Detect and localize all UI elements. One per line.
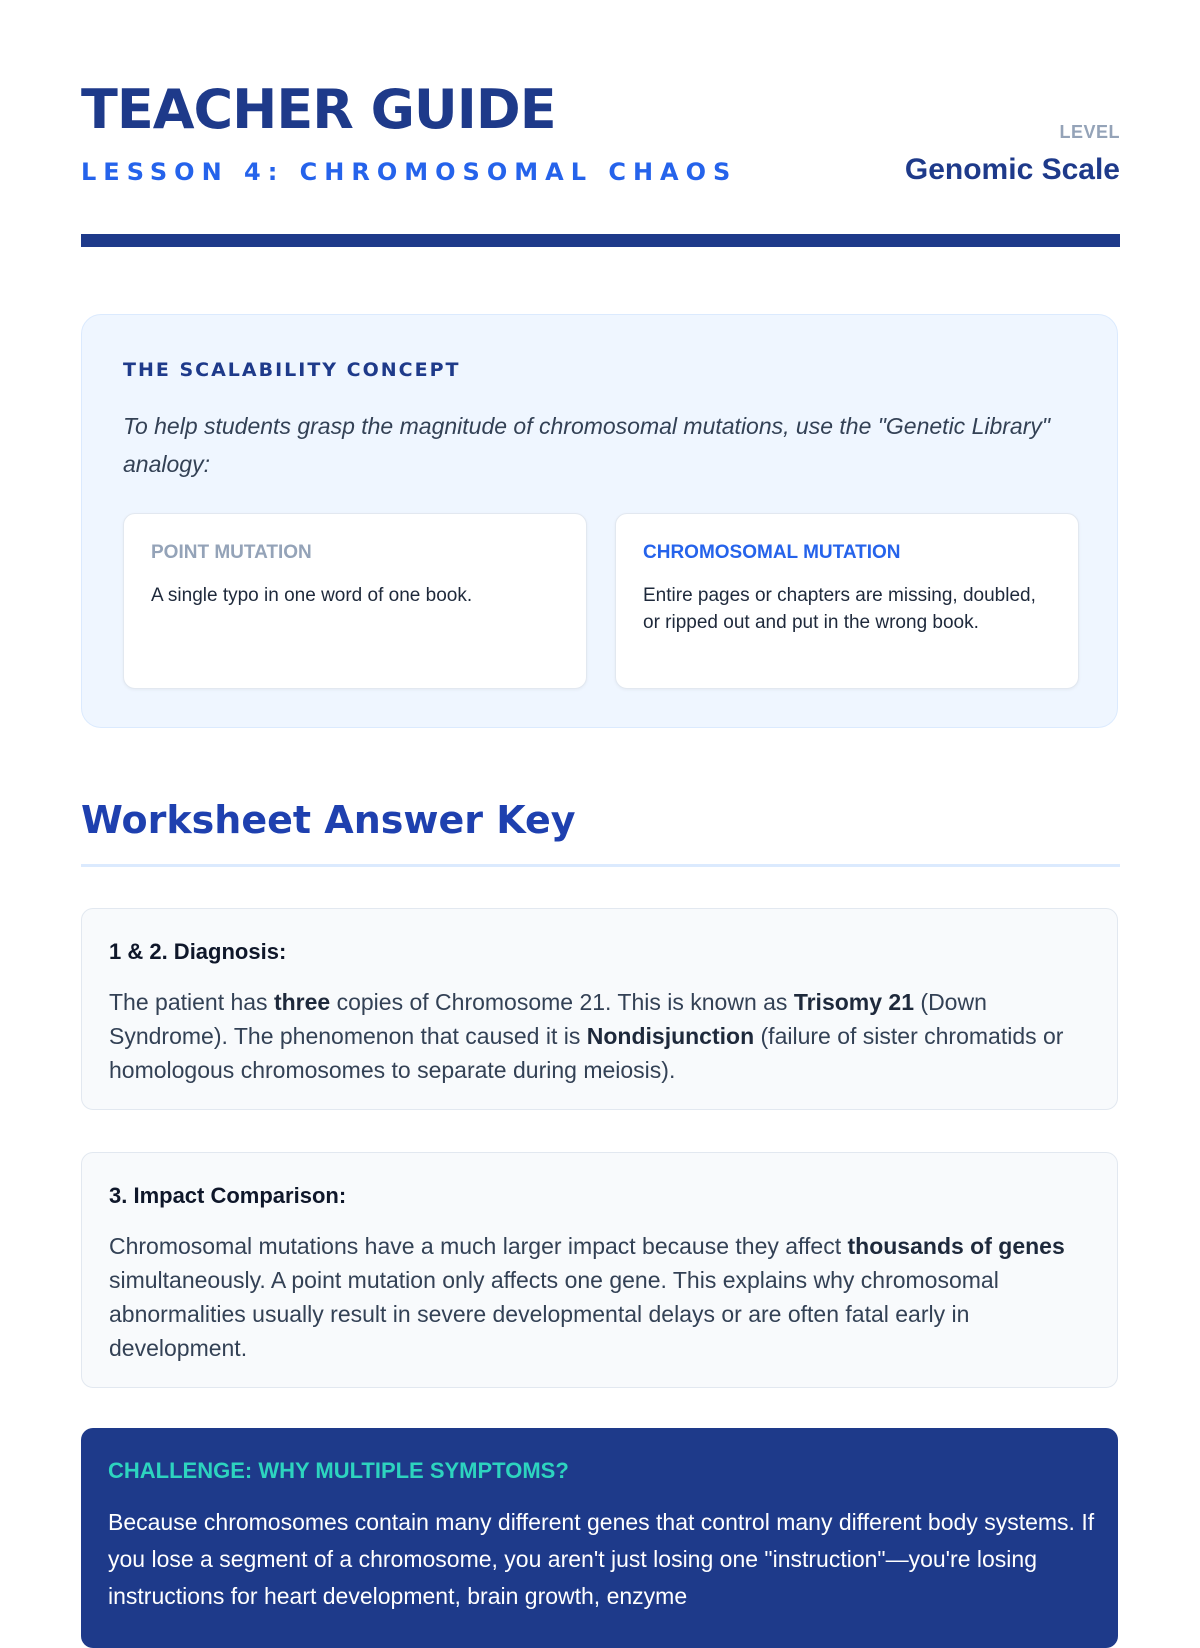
header-divider [81, 234, 1120, 247]
answer-segment: (failure of sister chromatids or homologous chromosomes to separate during meiosis). [109, 1023, 1064, 1083]
answer-card-diagnosis [81, 908, 1118, 1110]
header [81, 0, 1120, 248]
answer-segment: copies of Chromosome 21. This is known as [330, 989, 794, 1015]
answer-title: 3. Impact Comparison: [109, 1183, 347, 1208]
challenge-box [81, 1428, 1118, 1648]
challenge-text: Because chromosomes contain many different genes that control many different body systems. If you lose a segment of a chromosome, you aren't just losing one "instruction"—you're losing instructions for heart development, brain growth, enzyme [108, 1509, 1095, 1609]
challenge-title: CHALLENGE: WHY MULTIPLE SYMPTOMS? [108, 1458, 569, 1483]
answer-key-divider [81, 864, 1120, 867]
point-mutation-title: POINT MUTATION [151, 542, 312, 563]
answer-text [109, 985, 1099, 1087]
answer-title: 1 & 2. Diagnosis: [109, 939, 287, 964]
answer-card-impact [81, 1152, 1118, 1388]
answer-segment: The patient has [109, 989, 274, 1015]
chromosomal-mutation-text: Entire pages or chapters are missing, doubled, or ripped out and put in the wrong book. [643, 585, 1036, 633]
answer-key-title: Worksheet Answer Key [81, 798, 576, 842]
answer-segment: simultaneously. A point mutation only affects one gene. This explains why chromosomal abnormalities usually result in severe developmental delays or are often fatal early in development. [109, 1267, 999, 1361]
answer-segment: Chromosomal mutations have a much larger impact because they affect [109, 1233, 848, 1259]
point-mutation-card [123, 513, 587, 689]
answer-emphasis: Trisomy 21 [793, 989, 915, 1015]
answer-segment: (Down Syndrome). The phenomenon that caused it is [109, 989, 987, 1049]
concept-intro: To help students grasp the magnitude of chromosomal mutations, use the "Genetic Library" analogy: [123, 413, 1051, 477]
answer-emphasis: Nondisjunction [586, 1023, 755, 1049]
scalability-concept-box [81, 314, 1118, 728]
lesson-subtitle: LESSON 4: CHROMOSOMAL CHAOS [81, 158, 738, 186]
answer-emphasis: three [273, 989, 331, 1015]
teacher-guide-page [81, 0, 1120, 1609]
level-block [905, 122, 1120, 187]
level-label: LEVEL [1059, 122, 1120, 142]
answer-emphasis: thousands of genes [847, 1233, 1065, 1259]
answer-text [109, 1229, 1099, 1365]
chromosomal-mutation-card [615, 513, 1079, 689]
point-mutation-text: A single typo in one word of one book. [151, 585, 473, 606]
level-value: Genomic Scale [904, 153, 1120, 186]
chromosomal-mutation-title: CHROMOSOMAL MUTATION [643, 542, 901, 563]
page-title: TEACHER GUIDE [81, 78, 556, 141]
concept-heading: THE SCALABILITY CONCEPT [123, 359, 461, 381]
